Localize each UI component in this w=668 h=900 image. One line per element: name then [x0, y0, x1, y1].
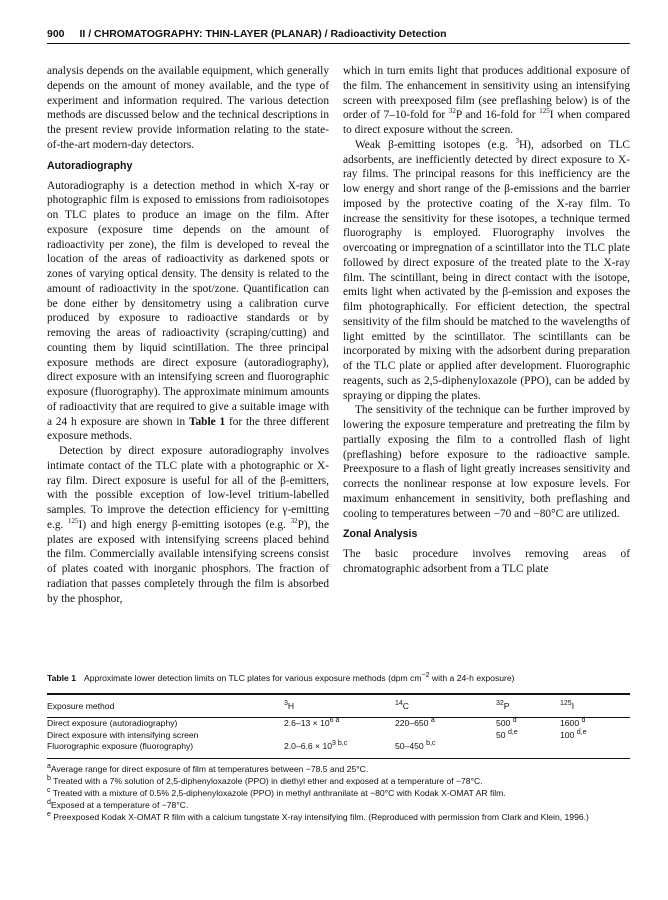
table-label: Table 1 [47, 673, 76, 683]
table-row: Fluorographic exposure (fluorography) $2.0-6.6 \times 10^{3 b,c}$ 50–450 $^{b,c}$ [47, 740, 436, 751]
table-footnotes [47, 763, 630, 824]
header-h3: $^3$H [284, 699, 295, 711]
paragraph: Weak β-emitting isotopes (e.g. $^3$H), adsorbed on TLC adsorbents, are inefficiently detected by direct exposure to X-ray films. The principal reasons for this inefficiency are the low energy and short range of the β-emissions and the barrier imposed by the protective coating of the X-ray film. To increase the sensitivity for these isotopes, a technique termed fluorography is employed. Fluorography involves the overcoating or impregnation of a scintillator into the TLC plate followed by direct exposure of the treated plate to the X-ray film. The scintillant, being in direct contact with the isotope, emits light when activated by the β-emission and exposes the film photographically. For efficient detection, the spectral sensitivity of the film should be matched to the wavelengths of light emitted by the scintillator. The scintillants can be incorporated by mixing with the adsorbent during preparation of the TLC plate or applied after development. Fluorographic reagents, such as 2,5-diphenyloxazole (PPO), can be added by spraying or dipping the plates. [343, 136, 630, 402]
header-i125: $^{125}$I [560, 699, 575, 711]
header-rule [47, 43, 630, 44]
paragraph: The basic procedure involves removing areas of chromatographic adsorbent from a TLC plate [343, 548, 630, 575]
header-c14: $^{14}$C [395, 699, 410, 711]
table-reference: Table 1 [188, 415, 226, 428]
paragraph: which in turn emits light that produces additional exposure of the film. The enhancement in sensitivity using an intensifying screen with preexposed film (see preflashing below) is of the order of 7–10-fold for $^{32}$P and 16-fold for $^{125}$I when compared to direct exposure without the screen. [343, 65, 631, 136]
paragraph: Detection by direct exposure autoradiography involves intimate contact of the TLC plate with a photographic or X-ray film. Direct exposure is useful for all of the β-emitters, with the possible exception of low-level tritium-labelled samples. To improve the detection efficiency for γ-emitting e.g. $^{125}$I) and high energy β-emitting isotopes (e.g. $^{32}$P), the plates are exposed with intensifying screens placed behind the film. Commercially available intensifying screens consist of plates coated with inorganic phosphors. The fraction of radiation that passes completely through the film is absorbed by the phosphor, [47, 445, 329, 605]
paragraph: The sensitivity of the technique can be further improved by lowering the exposure temperature and pretreating the film by partially exposing the film to a controlled flash of light (preflashing) before exposure to the radioactive sample. Preexposure to a flash of light greatly increases sensitivity and corrects the nonlinear response at low exposure levels. For maximum enhancement in sensitivity, both preflashing and cooling to temperatures between −70 and −80°C are utilized. [343, 404, 630, 520]
running-header [47, 28, 630, 40]
table-row: Direct exposure with intensifying screen 50 $^{d,e}$ 100 $^{d,e}$ [47, 728, 587, 740]
footnote: $^d$Exposed at a temperature of −78°C. [47, 799, 189, 811]
footnote: $^b$ Treated with a 7% solution of 2,5-diphenyloxazole (PPO) in diethyl ether and exposed at a temperature of −78°C. [47, 774, 483, 786]
table-bottom-rule [47, 758, 630, 759]
footnote: $^a$Average range for direct exposure of film at temperatures between −78.5 and 25°C. [47, 762, 369, 774]
table-caption: Table 1 Approximate lower detection limits on TLC plates for various exposure methods (dpm $cm^{-2}$ with a 24-h exposure) [47, 672, 515, 683]
section-heading-zonal-analysis: Zonal Analysis [343, 528, 418, 541]
paragraph: Autoradiography is a detection method in which X-ray or photographic film is exposed to emissions from radioisotopes on TLC plates to produce an image on the film. After exposure (exposure time depends on the amount of radioactivity per zone), the film is developed to reveal the location of the areas of radioactivity as darkened spots or zones of varying optical density. The density is related to the amount of radioactivity in the spot/zone. Quantification can be done either by densitometry using a calibration curve produced by exposure to radioactive standards or by removing the areas of radioactivity (scraping/cutting) and counting them by liquid scintillation. The three principal exposure methods are direct exposure (autoradiography), direct exposure with an intensifying screen and fluorographic exposure (fluorography). The approximate minimum amounts of radioactivity that are required to give a suitable image with a 24 h exposure are shown in Table 1 for the three different exposure methods. [47, 179, 329, 443]
paragraph: analysis depends on the available equipment, which generally depends on the amount of money available, and the type of experiment and information required. The various detection methods are discussed below and the technical descriptions in the present review provide information relating to the state-of-the-art modern-day detectors. [47, 65, 329, 151]
table-header-row [47, 695, 630, 718]
right-column [343, 64, 630, 577]
footnote: $^e$ Preexposed Kodak X-OMAT R film with a calcium tungstate X-ray intensifying film. (Reproduced with permission from Clark and Klein, 1996.) [47, 811, 589, 823]
header-p32: $^{32}$P [496, 699, 510, 711]
running-title: II / CHROMATOGRAPHY: THIN-LAYER (PLANAR) / Radioactivity Detection [79, 28, 447, 40]
footnote: $^c$ Treated with a mixture of 0.5% 2,5-diphenyloxazole (PPO) in methyl anthranilate at −80°C with Kodak X-OMAT AR film. [47, 787, 506, 798]
table-1 [47, 672, 630, 824]
table-row: Direct exposure (autoradiography) $2.6-13 \times 10^{6 a}$ 220–650 $^a$ 500 $^d$ 1600 $^d$ [47, 717, 586, 728]
left-column [47, 64, 329, 606]
section-heading-autoradiography: Autoradiography [47, 159, 133, 172]
header-exposure-method: Exposure method [47, 700, 115, 711]
page-number: 900 [47, 28, 65, 40]
detection-limits-table [47, 695, 630, 758]
